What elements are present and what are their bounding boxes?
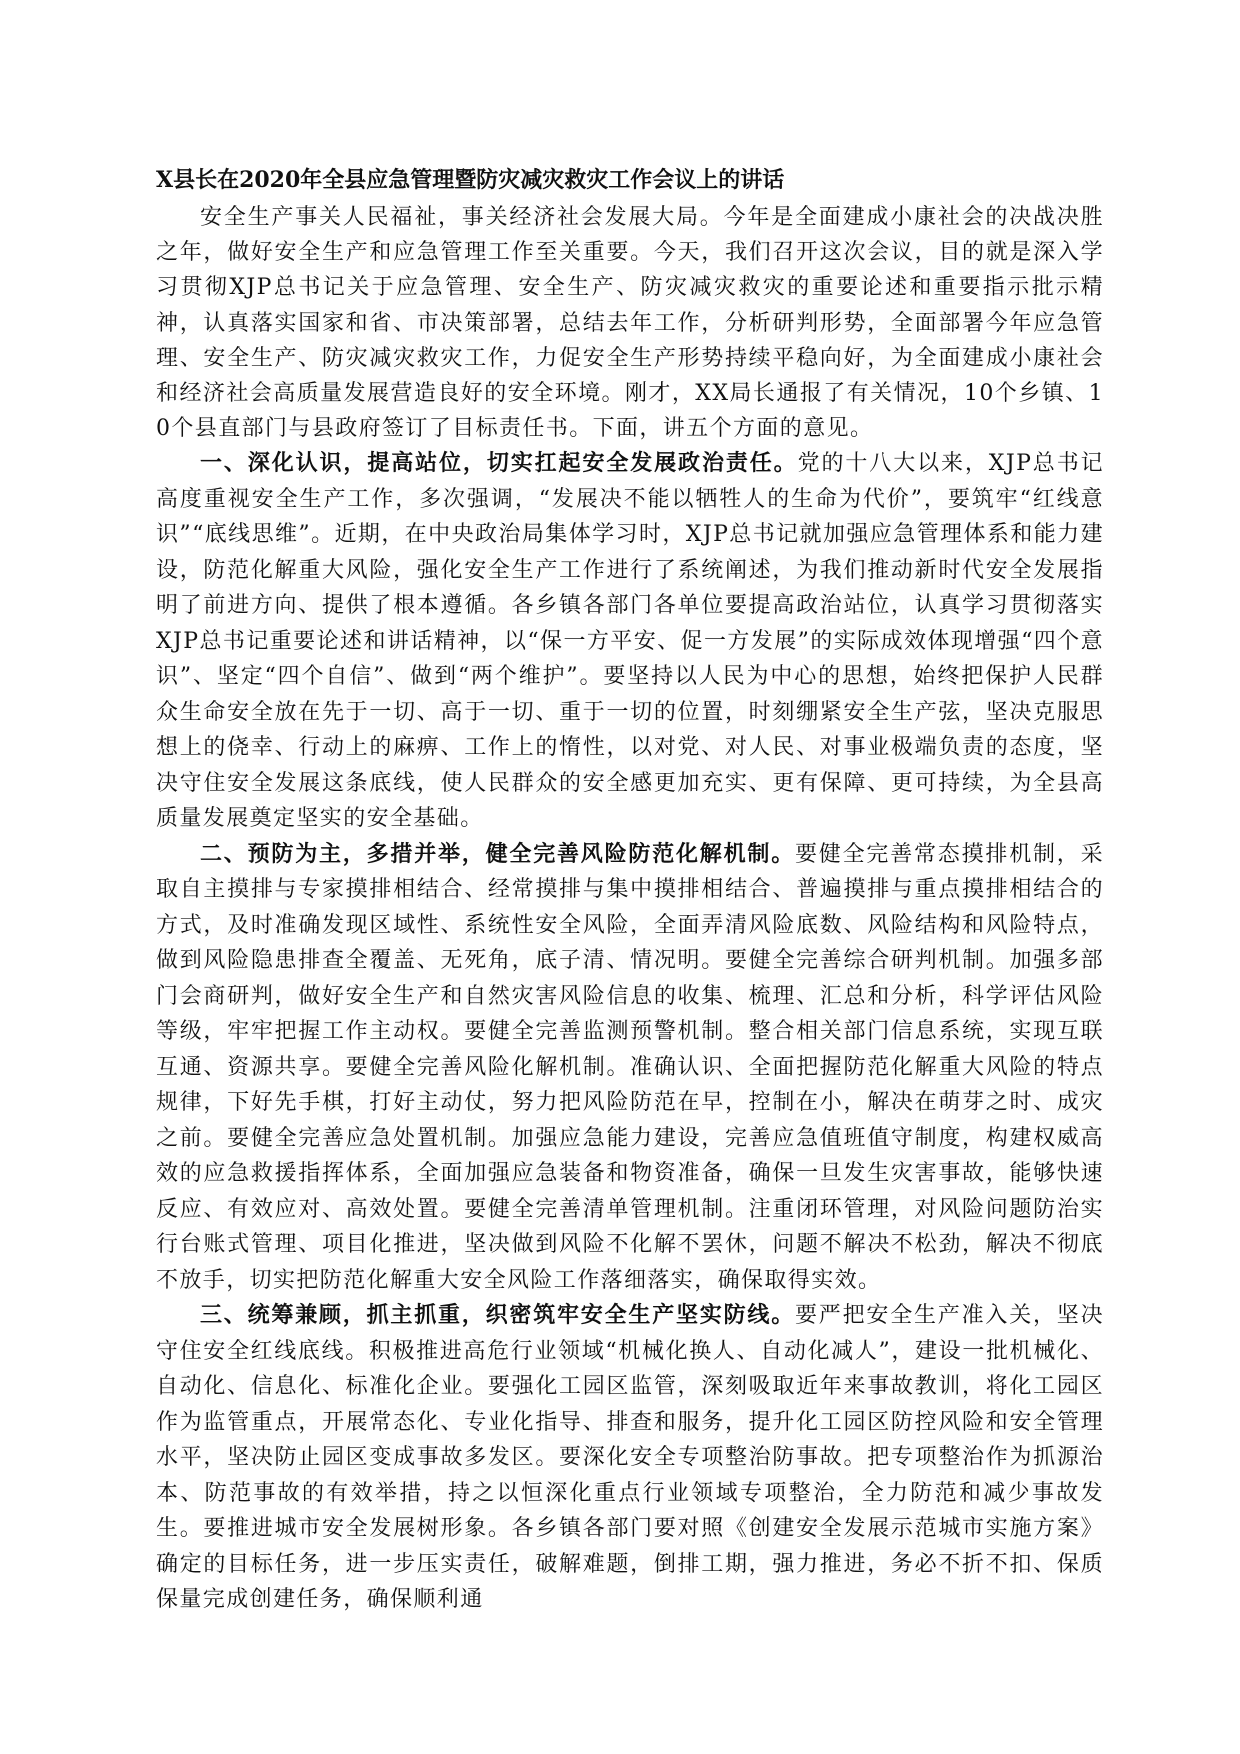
- paragraph-section-3: [156, 1298, 1104, 1618]
- paragraph-intro: [156, 200, 1104, 446]
- paragraph-text: 要严把安全生产准入关，坚决守住安全红线底线。积极推进高危行业领域“机械化换人、自动化减人”，建设一批机械化、自动化、信息化、标准化企业。要强化工园区监管，深刻吸取近年来事故教训，将化工园区作为监管重点，开展常态化、专业化指导、排查和服务，提升化工园区防控风险和安全管理水平，坚决防止园区变成事故多发区。要深化安全专项整治防事故。把专项整治作为抓源治本、防范事故的有效举措，持之以恒深化重点行业领域专项整治，全力防范和减少事故发生。要推进城市安全发展树形象。各乡镇各部门要对照《创建安全发展示范城市实施方案》确定的目标任务，进一步压实责任，破解难题，倒排工期，强力推进，务必不折不扣、保质保量完成创建任务，确保顺利通: [156, 1303, 1104, 1613]
- section-heading: 一、深化认识，提高站位，切实扛起安全发展政治责任。: [200, 450, 798, 477]
- section-heading: 三、统筹兼顾，抓主抓重，织密筑牢安全生产坚实防线。: [200, 1302, 795, 1329]
- section-heading: 二、预防为主，多措并举，健全完善风险防范化解机制。: [200, 840, 795, 867]
- document-page: [156, 160, 1104, 1618]
- paragraph-section-2: [156, 837, 1104, 1299]
- paragraph-text: 安全生产事关人民福祉，事关经济社会发展大局。今年是全面建成小康社会的决战决胜之年，做好安全生产和应急管理工作至关重要。今天，我们召开这次会议，目的就是深入学习贯彻XJP总书记关于应急管理、安全生产、防灾减灾救灾的重要论述和重要指示批示精神，认真落实国家和省、市决策部署，总结去年工作，分析研判形势，全面部署今年应急管理、安全生产、防灾减灾救灾工作，力促安全生产形势持续平稳向好，为全面建成小康社会和经济社会高质量发展营造良好的安全环境。刚才，XX局长通报了有关情况，10个乡镇、10个县直部门与县政府签订了目标责任书。下面，讲五个方面的意见。: [156, 205, 1104, 442]
- paragraph-section-1: [156, 446, 1104, 837]
- paragraph-text: 党的十八大以来，XJP总书记高度重视安全生产工作，多次强调，“发展决不能以牺牲人的生命为代价”，要筑牢“红线意识”“底线思维”。近期，在中央政治局集体学习时，XJP总书记就加强应急管理体系和能力建设，防范化解重大风险，强化安全生产工作进行了系统阐述，为我们推动新时代安全发展指明了前进方向、提供了根本遵循。各乡镇各部门各单位要提高政治站位，认真学习贯彻落实XJP总书记重要论述和讲话精神，以“保一方平安、促一方发展”的实际成效体现增强“四个意识”、坚定“四个自信”、做到“两个维护”。要坚持以人民为中心的思想，始终把保护人民群众生命安全放在先于一切、高于一切、重于一切的位置，时刻绷紧安全生产弦，坚决克服思想上的侥幸、行动上的麻痹、工作上的惰性，以对党、对人民、对事业极端负责的态度，坚决守住安全发展这条底线，使人民群众的安全感更加充实、更有保障、更可持续，为全县高质量发展奠定坚实的安全基础。: [156, 451, 1104, 832]
- document-title: X县长在2020年全县应急管理暨防灾减灾救灾工作会议上的讲话: [156, 167, 785, 193]
- paragraph-text: 要健全完善常态摸排机制，采取自主摸排与专家摸排相结合、经常摸排与集中摸排相结合、普遍摸排与重点摸排相结合的方式，及时准确发现区域性、系统性安全风险，全面弄清风险底数、风险结构和风险特点，做到风险隐患排查全覆盖、无死角，底子清、情况明。要健全完善综合研判机制。加强多部门会商研判，做好安全生产和自然灾害风险信息的收集、梳理、汇总和分析，科学评估风险等级，牢牢把握工作主动权。要健全完善监测预警机制。整合相关部门信息系统，实现互联互通、资源共享。要健全完善风险化解机制。准确认识、全面把握防范化解重大风险的特点规律，下好先手棋，打好主动仗，努力把风险防范在早，控制在小，解决在萌芽之时、成灾之前。要健全完善应急处置机制。加强应急能力建设，完善应急值班值守制度，构建权威高效的应急救援指挥体系，全面加强应急装备和物资准备，确保一旦发生灾害事故，能够快速反应、有效应对、高效处置。要健全完善清单管理机制。注重闭环管理，对风险问题防治实行台账式管理、项目化推进，坚决做到风险不化解不罢休，问题不解决不松劲，解决不彻底不放手，切实把防范化解重大安全风险工作落细落实，确保取得实效。: [156, 841, 1104, 1293]
